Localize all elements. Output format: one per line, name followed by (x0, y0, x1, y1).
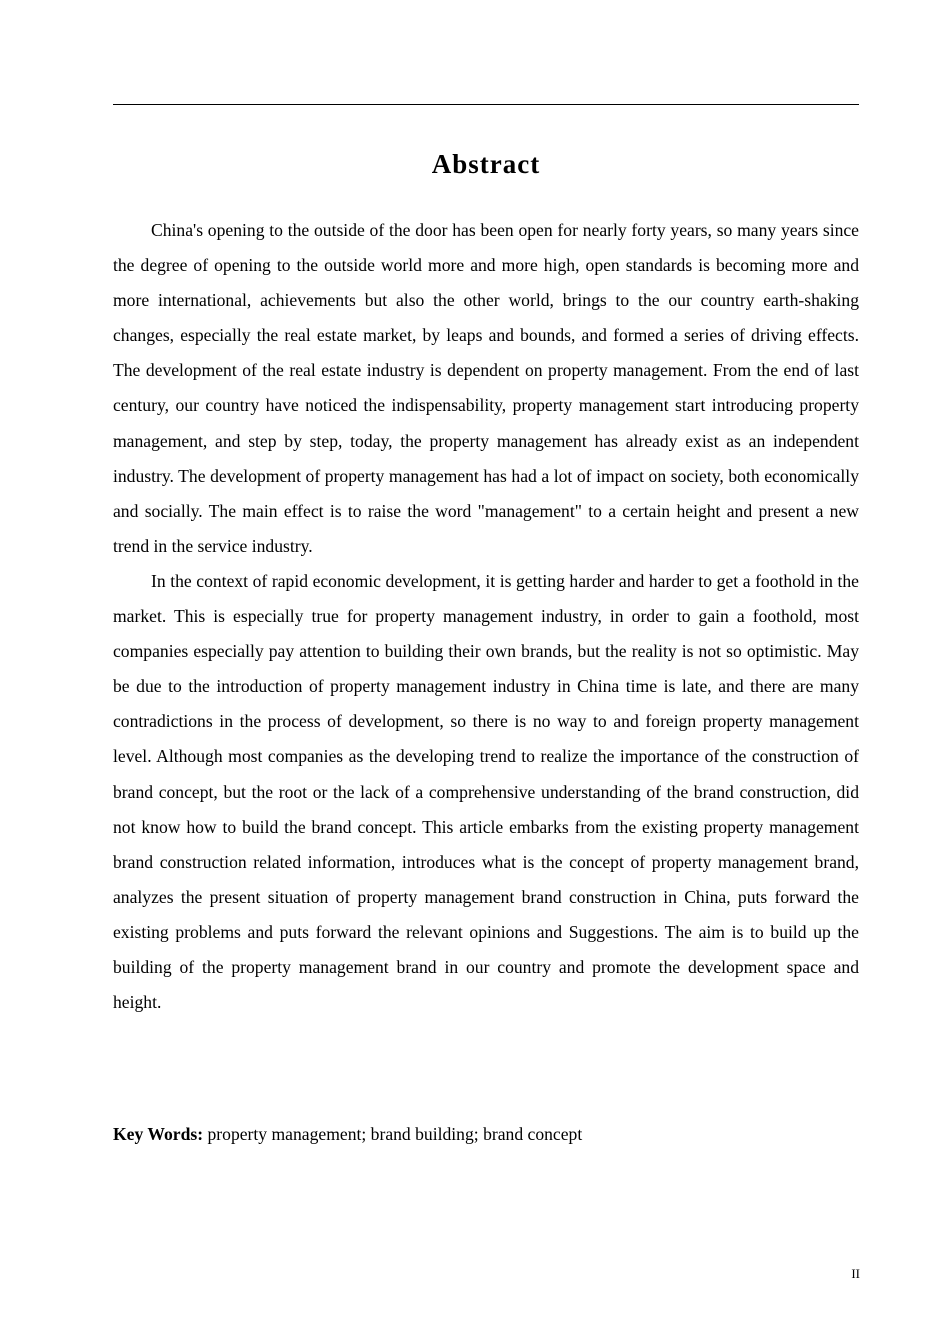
header-rule (113, 104, 859, 105)
keywords-label: Key Words: (113, 1124, 204, 1144)
keywords-line (113, 1121, 859, 1147)
abstract-title: Abstract (431, 149, 541, 179)
abstract-body (113, 213, 859, 1020)
abstract-paragraph-1: China's opening to the outside of the door has been open for nearly forty years, so many years since the degree of opening to the outside world more and more high, open standards is becoming more and more international, achievements but also the other world, brings to the our country earth-shaking changes, especially the real estate market, by leaps and bounds, and formed a series of driving effects. The development of the real estate industry is dependent on property management. From the end of last century, our country have noticed the indispensability, property management start introducing property management, and step by step, today, the property management has already exist as an independent industry. The development of property management has had a lot of impact on society, both economically and socially. The main effect is to raise the word "management" to a certain height and present a new trend in the service industry. (113, 220, 859, 556)
keywords-value: property management; brand building; brand concept (207, 1124, 583, 1144)
page-number: II (851, 1266, 860, 1281)
abstract-paragraph-2: In the context of rapid economic development, it is getting harder and harder to get a foothold in the market. This is especially true for property management industry, in order to gain a foothold, most companies especially pay attention to building their own brands, but the reality is not so optimistic. May be due to the introduction of property management industry in China time is late, and there are many contradictions in the process of development, so there is no way to and foreign property management level. Although most companies as the developing trend to realize the importance of the construction of brand concept, but the root or the lack of a comprehensive understanding of the brand construction, did not know how to build the brand concept. This article embarks from the existing property management brand construction related information, introduces what is the concept of property management brand, analyzes the present situation of property management brand construction in China, puts forward the existing problems and puts forward the relevant opinions and Suggestions. The aim is to build up the building of the property management brand in our country and promote the development space and height. (113, 570, 859, 1013)
